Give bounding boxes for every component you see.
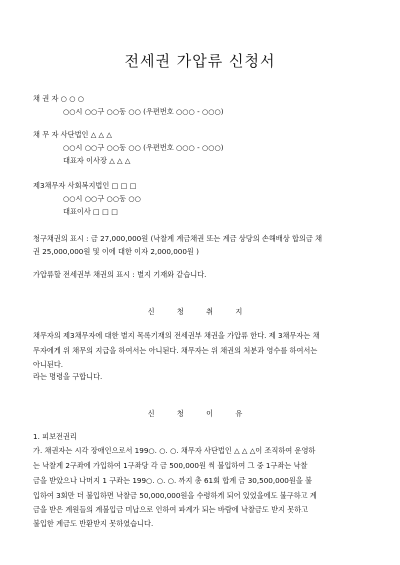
reason-section-title: 1. 피보전권리 bbox=[33, 432, 77, 441]
third-debtor-representative: 대표이사 □ □ □ bbox=[63, 207, 118, 216]
purpose-line-4: 라는 명령을 구합니다. bbox=[33, 372, 103, 381]
reason-line-3: 금을 받았으나 나머지 1 구좌는 199○. ○. ○. 까지 총 61회 합계 금 30,500,000원을 불 bbox=[33, 476, 312, 485]
reason-heading: 신 청 이 유 bbox=[147, 409, 253, 418]
creditor-address: ○○시 ○○구 ○○동 ○○ (우편번호 ○○○ - ○○○) bbox=[63, 107, 224, 116]
reason-line-4: 입하여 3회만 더 불입하면 낙찰금 50,000,000원을 수령하게 되어 있었을에도 불구하고 계 bbox=[33, 491, 317, 500]
debtor-address: ○○시 ○○구 ○○동 ○○ (우편번호 ○○○ - ○○○) bbox=[63, 143, 224, 152]
reason-line-6: 불입한 계금도 반환받지 못하였습니다. bbox=[33, 519, 154, 528]
claim-line-1: 청구채권의 표시 : 금 27,000,000원 (낙찰계 계금채권 또는 계금 상당의 손해배상 합의금 채 bbox=[33, 234, 323, 243]
reason-line-5: 금을 받은 계원들의 계불입금 미납으로 인하여 파계가 되는 바람에 낙찰금도 받지 못하고 bbox=[33, 505, 309, 514]
claim-line-2: 권 25,000,000원 및 이에 대한 이자 2,000,000원 ) bbox=[33, 247, 199, 256]
seized-right: 가압류할 전세권부 채권의 표시 : 별지 기재와 같습니다. bbox=[33, 270, 207, 279]
creditor-label: 채 권 자 ○ ○ ○ bbox=[33, 94, 85, 103]
third-debtor-address: ○○시 ○○구 ○○동 ○○ bbox=[63, 194, 141, 203]
reason-line-1: 가. 채권자는 시각 장애인으로서 199○. ○. ○. 채무자 사단법인 △ △ △이 조직하여 운영하 bbox=[33, 446, 316, 455]
purpose-line-3: 아니된다. bbox=[33, 360, 64, 369]
document-title: 전세권 가압류 신청서 bbox=[124, 52, 276, 70]
reason-line-2: 는 낙찰계 2구좌에 가입하여 1구좌당 각 금 500,000원 씩 불입하여 그 중 1구좌는 낙찰 bbox=[33, 461, 308, 470]
purpose-line-1: 채무자의 제3채무자에 대한 별지 목록기재의 전세권부 채권을 가압류 한다. 제 3채무자는 채 bbox=[33, 331, 320, 340]
debtor-label: 채 무 자 사단법인 △ △ △ bbox=[33, 130, 112, 139]
debtor-representative: 대표자 이사장 △ △ △ bbox=[63, 156, 131, 165]
purpose-line-2: 무자에게 위 채무의 지급을 하여서는 아니된다. 채무자는 위 채권의 처분과 영수를 하여서는 bbox=[33, 346, 318, 355]
third-debtor-label: 제3채무자 사회복지법인 □ □ □ bbox=[33, 181, 137, 190]
purpose-heading: 신 청 취 지 bbox=[147, 307, 253, 316]
